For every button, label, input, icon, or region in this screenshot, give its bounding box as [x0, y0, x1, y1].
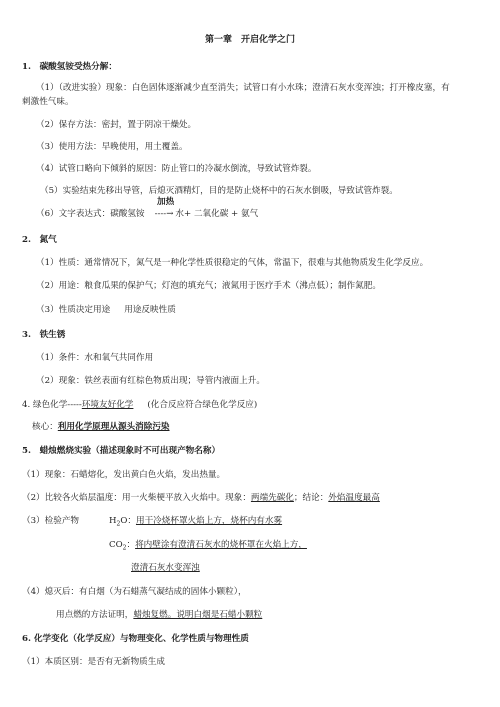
section-1-heading: 1. 碳酸氢铵受热分解： [22, 62, 117, 72]
word-equation-reactant: （6）文字表达式：碳酸氢铵 [36, 209, 145, 219]
h2o-formula-o: O： [120, 516, 136, 526]
section-5-item-2-b: ；结论： [293, 493, 329, 503]
section-6-item-1: （1）本质区别：是否有无新物质生成 [22, 657, 165, 667]
section-4-heading-label: 4. 绿色化学----- [22, 400, 82, 410]
section-3-item-2: （2）现象：铁丝表面有红棕色物质出现；导管内液面上升。 [36, 376, 265, 386]
section-4-core [32, 422, 170, 433]
section-3-heading: 3. 铁生锈 [22, 330, 66, 340]
heat-condition-label: 加热 [157, 197, 175, 207]
section-5-co2-line [109, 540, 307, 552]
h2o-test-text: 用干冷烧杯罩火焰上方，烧杯内有水雾 [135, 516, 283, 526]
co2-test-result: 澄清石灰水变浑浊 [131, 563, 200, 573]
section-2-item-3-a: （3）性质决定用途 [36, 305, 111, 315]
section-6-heading: 6. 化学变化（化学反应）与物理变化、化学性质与物理性质 [22, 634, 249, 644]
section-1-item-2: （2）保存方法：密封，置于阴凉干燥处。 [36, 120, 197, 130]
section-2-item-1: （1）性质：通常情况下，氮气是一种化学性质很稳定的气体，常温下，很难与其他物质发生化学反应。 [36, 258, 429, 268]
section-3-item-1: （1）条件：水和氧气共同作用 [36, 353, 154, 363]
section-2-item-2: （2）用途：粮食瓜果的保护气；灯泡的填充气；液氮用于医疗手术（沸点低）；制作氮肥。 [36, 281, 381, 291]
co2-formula-co: CO [109, 540, 123, 550]
section-4-heading-note: (化合反应符合绿色化学反应) [147, 400, 258, 410]
section-5-item-3-label: （3）检验产物 [22, 516, 80, 526]
co2-formula-sub: 2 [122, 544, 127, 552]
section-1-item-6 [36, 209, 258, 220]
section-5-heading: 5. 蜡烛燃烧实验（描述现象时不可出现产物名称） [22, 446, 221, 456]
section-1-item-5: （5）实验结束先移出导管，后熄灭酒精灯，目的是防止烧杯中的石灰水倒吸，导致试管炸裂。 [40, 186, 398, 196]
section-5-h2o-line [109, 516, 282, 528]
section-5-item-1: （1）现象：石蜡熔化，发出黄白色火焰，发出热量。 [22, 470, 226, 480]
section-5-item-2-phenomenon: 两端先碳化 [250, 493, 294, 503]
h2o-formula-h: H [109, 516, 117, 526]
section-5-item-4: （4）熄灭后：有白烟（为石蜡蒸气凝结成的固体小颗粒）， [22, 587, 247, 597]
co2-test-text: 将内壁涂有澄清石灰水的烧杯罩在火焰上方， [135, 540, 307, 550]
section-4-heading-underlined: 环境友好化学 [81, 400, 134, 410]
section-2-item-3-b: 用途反映性质 [124, 305, 176, 315]
section-1-item-1-line-2: 刺激性气味。 [22, 97, 74, 107]
section-4-core-text: 利用化学原理从源头消除污染 [57, 422, 170, 432]
section-1-item-4: （4）试管口略向下倾斜的原因：防止管口的冷凝水倒流，导致试管炸裂。 [36, 164, 317, 174]
section-5-item-2-conclusion: 外焰温度最高 [328, 493, 380, 503]
section-4-core-label: 核心： [32, 422, 58, 432]
h2o-formula-sub: 2 [116, 520, 121, 528]
co2-formula-colon: ： [126, 540, 136, 550]
section-1-item-3: （3）使用方法：早晚使用，用土覆盖。 [36, 142, 188, 152]
section-1-item-1-line-1: （1）（改进实验）现象：白色固体逐渐减少直至消失；试管口有小水珠；澄清石灰水变浑浊；打开橡皮塞，有 [36, 83, 450, 93]
word-equation-products: 水+ 二氧化碳 + 氨气 [175, 209, 259, 219]
section-5-item-2 [22, 493, 380, 504]
page-title: 第一章 开启化学之门 [204, 35, 295, 45]
reaction-arrow: ----→ [154, 209, 174, 219]
section-5-item-4-proof [56, 610, 262, 621]
section-5-item-4-proof-a: 用点燃的方法证明， [56, 610, 134, 620]
section-2-heading: 2. 氮气 [22, 235, 57, 245]
section-5-item-4-proof-result: 蜡烛复燃。说明白烟是石蜡小颗粒 [133, 610, 263, 620]
section-4-heading [22, 400, 257, 411]
section-2-item-3 [36, 305, 176, 316]
section-5-item-2-a: （2）比较各火焰层温度：用一火柴梗平放入火焰中。现象： [22, 493, 251, 503]
